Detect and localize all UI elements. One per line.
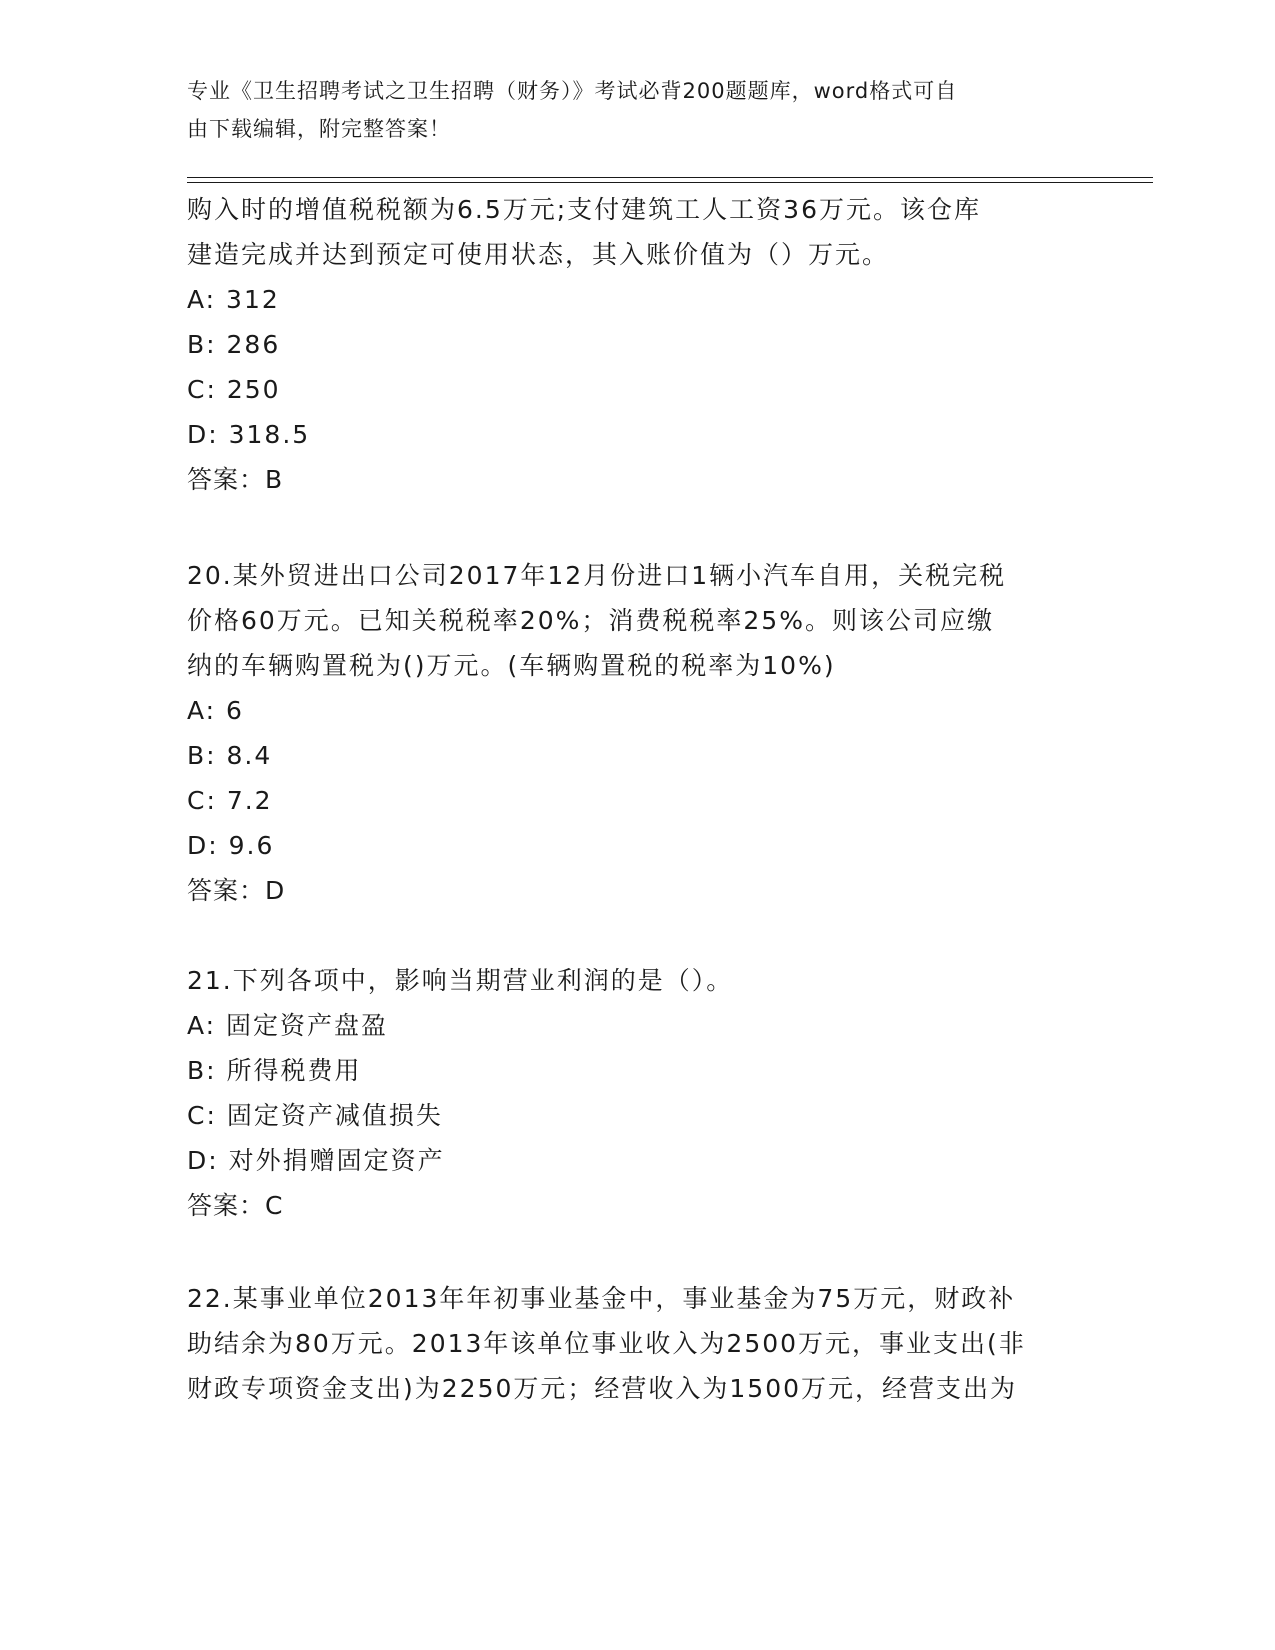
answer-line — [187, 868, 1087, 913]
header-line-2: 由下载编辑，附完整答案！ — [187, 117, 451, 141]
question-stem-line: 购入时的增值税税额为6.5万元;支付建筑工人工资36万元。该仓库 — [187, 195, 981, 224]
option-c: C: 固定资产减值损失 — [187, 1101, 443, 1130]
question-stem-line: 22.某事业单位2013年年初事业基金中，事业基金为75万元，财政补 — [187, 1284, 1016, 1313]
answer-label: 答案： — [187, 465, 266, 494]
option-a: A: 6 — [187, 696, 244, 725]
question-stem-line: 纳的车辆购置税为()万元。(车辆购置税的税率为10%) — [187, 651, 836, 680]
question-block — [187, 187, 1087, 502]
question-stem-line: 建造完成并达到预定可使用状态，其入账价值为（）万元。 — [187, 240, 890, 269]
header-divider-bottom — [187, 182, 1153, 183]
option-a: A: 312 — [187, 285, 280, 314]
option-c: C: 7.2 — [187, 786, 273, 815]
header-line-1: 专业《卫生招聘考试之卫生招聘（财务）》考试必背200题题库，word格式可自 — [187, 79, 958, 103]
option-d: D: 对外捐赠固定资产 — [187, 1146, 445, 1175]
option-a: A: 固定资产盘盈 — [187, 1011, 389, 1040]
option-c: C: 250 — [187, 375, 281, 404]
answer-value: D — [265, 876, 285, 905]
option-b: B: 8.4 — [187, 741, 273, 770]
question-block — [187, 553, 1087, 913]
question-stem-line: 价格60万元。已知关税税率20%；消费税税率25%。则该公司应缴 — [187, 606, 994, 635]
answer-line — [187, 1183, 1087, 1228]
question-stem-line: 财政专项资金支出)为2250万元；经营收入为1500万元，经营支出为 — [187, 1374, 1018, 1403]
question-block — [187, 958, 1087, 1228]
answer-value: B — [265, 465, 283, 494]
answer-label: 答案： — [187, 876, 266, 905]
question-stem-line: 21.下列各项中，影响当期营业利润的是（）。 — [187, 966, 734, 995]
question-stem-line: 20.某外贸进出口公司2017年12月份进口1辆小汽车自用，关税完税 — [187, 561, 1007, 590]
option-d: D: 318.5 — [187, 420, 311, 449]
option-b: B: 286 — [187, 330, 281, 359]
question-stem-line: 助结余为80万元。2013年该单位事业收入为2500万元，事业支出(非 — [187, 1329, 1026, 1358]
option-d: D: 9.6 — [187, 831, 275, 860]
answer-value: C — [265, 1191, 283, 1220]
answer-label: 答案： — [187, 1191, 266, 1220]
question-block — [187, 1276, 1087, 1411]
document-header — [187, 72, 1067, 148]
option-b: B: 所得税费用 — [187, 1056, 362, 1085]
header-divider-top — [187, 177, 1153, 178]
answer-line — [187, 457, 1087, 502]
